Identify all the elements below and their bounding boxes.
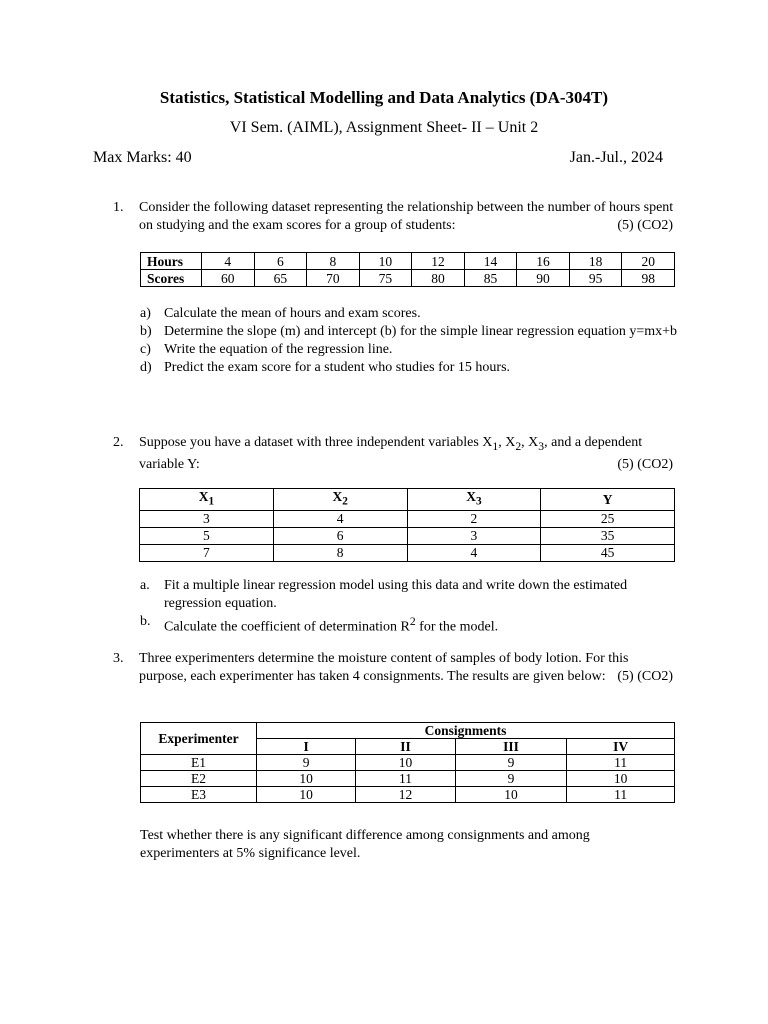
row-header-label: Experimenter bbox=[141, 723, 257, 755]
list-item bbox=[140, 341, 680, 359]
question-text: Suppose you have a dataset with three independent variables X bbox=[139, 435, 493, 450]
table-cell: 75 bbox=[359, 270, 412, 287]
table-cell: 2 bbox=[407, 510, 541, 527]
item-text: Write the equation of the regression line. bbox=[164, 342, 393, 357]
table-cell: 60 bbox=[202, 270, 255, 287]
list-item bbox=[140, 323, 680, 341]
table-cell: 14 bbox=[464, 253, 517, 270]
table-cell: 45 bbox=[541, 544, 675, 561]
question-3-footer bbox=[140, 827, 670, 863]
table-cell: 90 bbox=[517, 270, 570, 287]
question-number: 2. bbox=[113, 435, 124, 450]
table-cell: 7 bbox=[140, 544, 274, 561]
question-2 bbox=[113, 434, 675, 474]
column-header: $X_1$ bbox=[140, 489, 274, 511]
question-marks: (5) (CO2) bbox=[617, 218, 673, 233]
question-number: 1. bbox=[113, 200, 124, 215]
table-cell: 12 bbox=[412, 253, 465, 270]
table-cell: 9 bbox=[455, 755, 567, 771]
document-title: Statistics, Statistical Modelling and Data Analytics (DA-304T) bbox=[159, 88, 609, 107]
row-header: Scores bbox=[141, 270, 202, 287]
column-header: I bbox=[257, 739, 356, 755]
question-marks: (5) (CO2) bbox=[617, 456, 673, 472]
table-row bbox=[140, 510, 675, 527]
table-row bbox=[141, 771, 675, 787]
question-3 bbox=[113, 650, 675, 686]
column-header: II bbox=[356, 739, 455, 755]
item-label: a. bbox=[140, 578, 150, 593]
table-cell: 98 bbox=[622, 270, 675, 287]
consignments-table bbox=[140, 722, 675, 803]
table-row bbox=[141, 270, 675, 287]
table-header-row bbox=[140, 489, 675, 511]
table-row bbox=[140, 527, 675, 544]
question-text: , X bbox=[521, 435, 539, 450]
question-text: Three experimenters determine the moisture content of samples of body lotion. For this purpose, each experimenter has taken 4 consignments. The results are given below: bbox=[139, 651, 629, 684]
table-cell: 4 bbox=[407, 544, 541, 561]
list-item bbox=[140, 305, 680, 323]
table-cell: 70 bbox=[307, 270, 360, 287]
item-label: b. bbox=[140, 614, 151, 629]
table-cell: 20 bbox=[622, 253, 675, 270]
group-header: Consignments bbox=[257, 723, 675, 739]
table-row bbox=[140, 544, 675, 561]
item-text: Predict the exam score for a student who studies for 15 hours. bbox=[164, 360, 511, 375]
table-cell: 3 bbox=[140, 510, 274, 527]
regression-data-table bbox=[139, 488, 675, 562]
table-cell: 10 bbox=[257, 787, 356, 803]
table-header-row bbox=[141, 723, 675, 739]
table-cell: 6 bbox=[273, 527, 407, 544]
session-dates: Jan.-Jul., 2024 bbox=[569, 149, 663, 166]
table-cell: 4 bbox=[273, 510, 407, 527]
table-cell: 10 bbox=[455, 787, 567, 803]
table-cell: 35 bbox=[541, 527, 675, 544]
table-cell: 11 bbox=[356, 771, 455, 787]
hours-scores-table bbox=[140, 252, 675, 287]
list-item bbox=[140, 613, 680, 637]
column-header: Y bbox=[541, 489, 675, 511]
item-text: Determine the slope (m) and intercept (b) for the simple linear regression equation y=mx+b bbox=[164, 324, 678, 339]
subscript: 2 bbox=[515, 439, 522, 453]
column-header: $X_3$ bbox=[407, 489, 541, 511]
table-cell: 10 bbox=[356, 755, 455, 771]
table-cell: 5 bbox=[140, 527, 274, 544]
table-cell: 12 bbox=[356, 787, 455, 803]
table-cell: 25 bbox=[541, 510, 675, 527]
item-label: a) bbox=[140, 306, 151, 321]
table-cell: 65 bbox=[254, 270, 307, 287]
table-cell: 4 bbox=[202, 253, 255, 270]
item-label: c) bbox=[140, 342, 151, 357]
subscript: 1 bbox=[492, 439, 499, 453]
row-label: E2 bbox=[141, 771, 257, 787]
table-cell: 6 bbox=[254, 253, 307, 270]
table-cell: 9 bbox=[455, 771, 567, 787]
table-row bbox=[141, 755, 675, 771]
question-1 bbox=[113, 199, 675, 235]
table-cell: 95 bbox=[569, 270, 622, 287]
item-text: for the model. bbox=[415, 619, 499, 635]
question-number: 3. bbox=[113, 651, 124, 666]
column-header: III bbox=[455, 739, 567, 755]
table-cell: 11 bbox=[567, 787, 675, 803]
table-cell: 11 bbox=[567, 755, 675, 771]
table-row bbox=[141, 787, 675, 803]
table-cell: 8 bbox=[273, 544, 407, 561]
table-cell: 10 bbox=[567, 771, 675, 787]
item-text: Fit a multiple linear regression model using this data and write down the estimated regression equation. bbox=[164, 578, 628, 611]
question-text: , X bbox=[498, 435, 516, 450]
item-label: d) bbox=[140, 360, 152, 375]
question-text: Test whether there is any significant difference among consignments and among experimenters at 5% significance level. bbox=[140, 828, 590, 861]
table-row bbox=[141, 253, 675, 270]
row-header: Hours bbox=[141, 253, 202, 270]
question-2-parts bbox=[140, 577, 680, 637]
table-cell: 10 bbox=[359, 253, 412, 270]
superscript: 2 bbox=[409, 615, 416, 628]
table-cell: 85 bbox=[464, 270, 517, 287]
table-cell: 10 bbox=[257, 771, 356, 787]
table-cell: 3 bbox=[407, 527, 541, 544]
column-header: IV bbox=[567, 739, 675, 755]
item-text: Calculate the coefficient of determination R bbox=[164, 619, 410, 635]
table-cell: 8 bbox=[307, 253, 360, 270]
question-marks: (5) (CO2) bbox=[617, 669, 673, 684]
row-label: E1 bbox=[141, 755, 257, 771]
item-label: b) bbox=[140, 324, 152, 339]
question-text: , and a dependent variable Y: bbox=[139, 435, 643, 472]
subscript: 3 bbox=[538, 439, 545, 453]
question-1-parts bbox=[140, 305, 680, 377]
max-marks: Max Marks: 40 bbox=[93, 149, 192, 166]
item-text: Calculate the mean of hours and exam scores. bbox=[164, 306, 421, 321]
question-text: Consider the following dataset representing the relationship between the number of hours spent on studying and the exam scores for a group of students: bbox=[139, 200, 674, 233]
table-cell: 80 bbox=[412, 270, 465, 287]
document-subtitle: VI Sem. (AIML), Assignment Sheet- II – Unit 2 bbox=[229, 119, 539, 136]
column-header: $X_2$ bbox=[273, 489, 407, 511]
table-cell: 9 bbox=[257, 755, 356, 771]
table-cell: 18 bbox=[569, 253, 622, 270]
list-item bbox=[140, 577, 680, 613]
table-cell: 16 bbox=[517, 253, 570, 270]
list-item bbox=[140, 359, 680, 377]
row-label: E3 bbox=[141, 787, 257, 803]
